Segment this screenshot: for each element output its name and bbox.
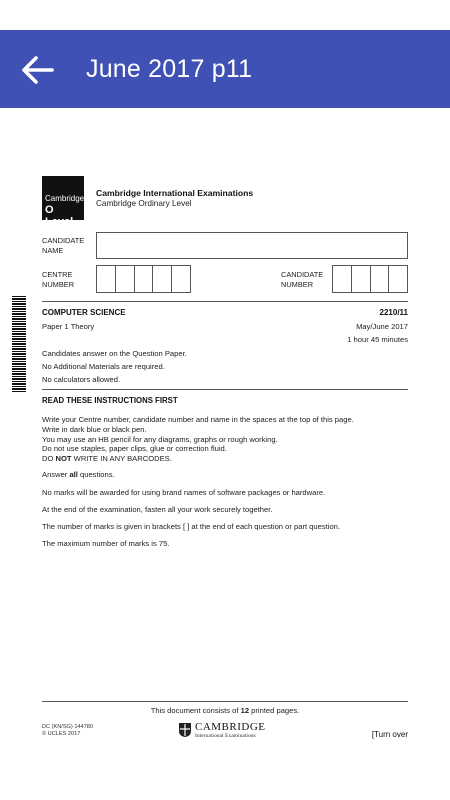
divider bbox=[42, 301, 408, 302]
instructions-block bbox=[42, 415, 354, 464]
candidate-name-field[interactable] bbox=[96, 232, 408, 259]
document-page[interactable] bbox=[0, 108, 450, 800]
instruction-line: You may use an HB pencil for any diagrams, graphs or rough working. bbox=[42, 434, 278, 444]
org-subtitle: Cambridge Ordinary Level bbox=[96, 199, 192, 208]
instruction-line: Write your Centre number, candidate number and name in the spaces at the top of this page. bbox=[42, 415, 354, 424]
materials-line-3: No calculators allowed. bbox=[42, 375, 121, 384]
materials-line-1: Candidates answer on the Question Paper. bbox=[42, 349, 187, 358]
paragraph: No marks will be awarded for using brand names of software packages or hardware. bbox=[42, 488, 326, 497]
cambridge-logo bbox=[178, 721, 298, 745]
subject-title: COMPUTER SCIENCE bbox=[42, 308, 126, 317]
brand-subtitle: International Examinations bbox=[195, 733, 256, 739]
page-title: June 2017 p11 bbox=[86, 55, 253, 83]
logo-line-1: Cambridge bbox=[45, 194, 85, 203]
logo-line-2: O Level bbox=[45, 204, 74, 228]
instruction-line: DO NOT WRITE IN ANY BARCODES. bbox=[42, 454, 172, 464]
brand-name: CAMBRIDGE bbox=[195, 721, 266, 733]
divider bbox=[42, 389, 408, 390]
page-count-note: This document consists of 12 printed pages. bbox=[150, 706, 300, 715]
document-reference: DC (KN/SG) 144780 © UCLES 2017 bbox=[42, 724, 93, 737]
exam-duration: 1 hour 45 minutes bbox=[347, 335, 408, 344]
footer-divider bbox=[42, 701, 408, 702]
centre-number-field[interactable] bbox=[96, 265, 191, 293]
candidate-number-field[interactable] bbox=[332, 265, 408, 293]
status-bar bbox=[0, 0, 450, 30]
paragraph: At the end of the examination, fasten all your work securely together. bbox=[42, 505, 273, 514]
instruction-line: Do not use staples, paper clips, glue or correction fluid. bbox=[42, 444, 227, 454]
instruction-line: Write in dark blue or black pen. bbox=[42, 424, 147, 434]
materials-line-2: No Additional Materials are required. bbox=[42, 362, 165, 371]
candidate-number-label: CANDIDATE NUMBER bbox=[281, 270, 324, 289]
barcode-image bbox=[12, 296, 26, 392]
paragraph: The number of marks is given in brackets [ ] at the end of each question or part question. bbox=[42, 522, 341, 531]
exam-session: May/June 2017 bbox=[356, 322, 408, 331]
crest-icon bbox=[178, 722, 192, 738]
centre-number-label: CENTRE NUMBER bbox=[42, 270, 75, 289]
back-arrow-icon[interactable] bbox=[18, 50, 58, 90]
turn-over-note: [Turn over bbox=[371, 730, 408, 739]
app-bar bbox=[0, 30, 450, 108]
subject-code: 2210/11 bbox=[379, 308, 408, 317]
candidate-name-label: CANDIDATE NAME bbox=[42, 236, 85, 255]
answer-all-line: Answer all questions. bbox=[42, 470, 115, 479]
org-name: Cambridge International Examinations bbox=[96, 188, 254, 198]
instructions-heading: READ THESE INSTRUCTIONS FIRST bbox=[42, 396, 178, 405]
paragraph: The maximum number of marks is 75. bbox=[42, 539, 170, 548]
o-level-logo bbox=[42, 176, 85, 228]
paper-name: Paper 1 Theory bbox=[42, 322, 95, 331]
